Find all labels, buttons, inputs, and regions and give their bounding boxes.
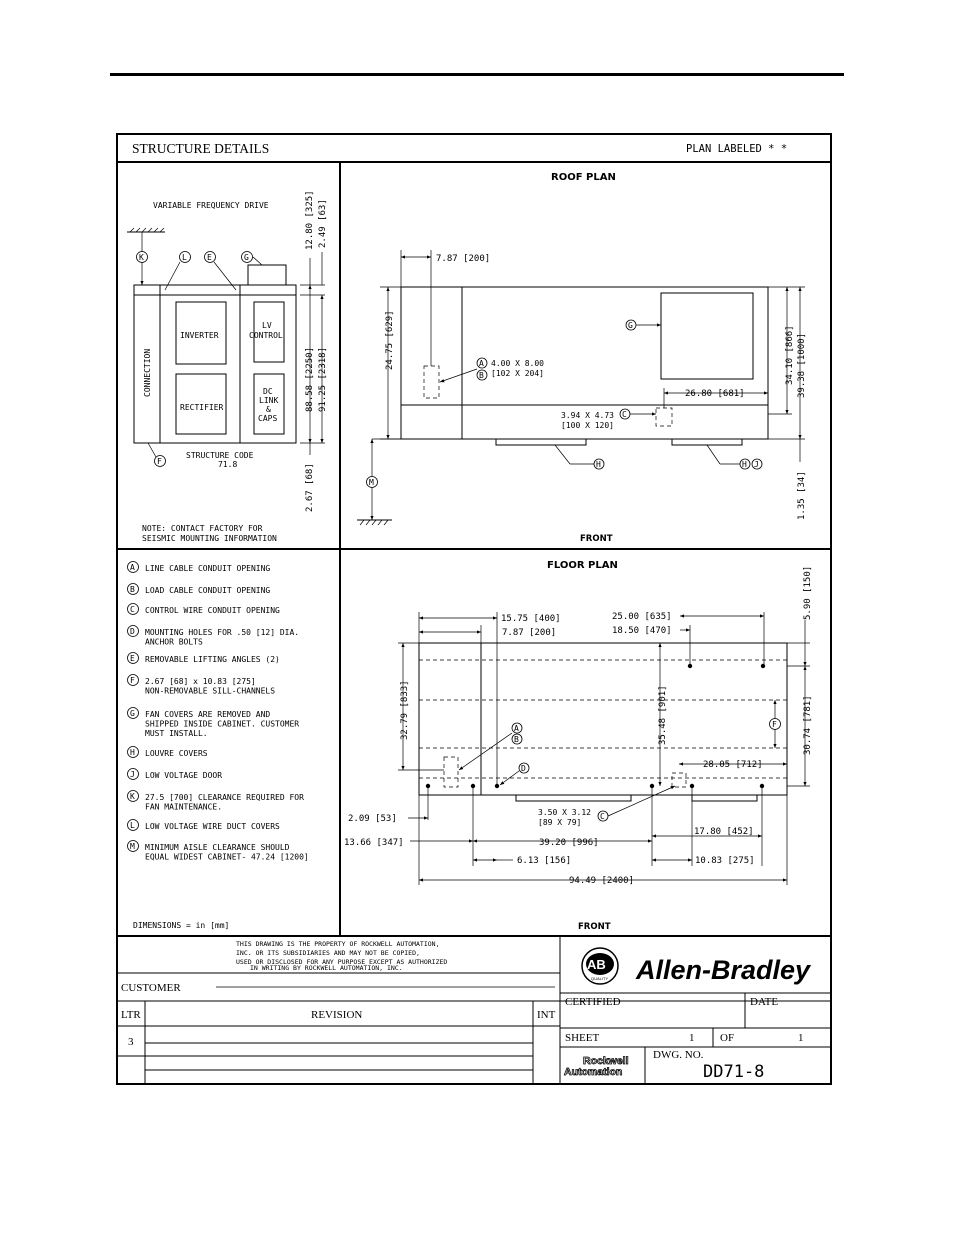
brand-name: Allen-Bradley (636, 955, 811, 985)
sheet-label: SHEET (565, 1032, 600, 1044)
legend-text: ANCHOR BOLTS (145, 637, 203, 647)
amp-label: & (266, 405, 271, 414)
svg-text:A: A (514, 724, 519, 733)
ltr-value: 3 (128, 1036, 134, 1048)
revision-label: REVISION (311, 1009, 363, 1021)
ab-logo (582, 948, 618, 984)
svg-text:C: C (600, 812, 605, 821)
legend-letter: H (130, 748, 135, 757)
of-label: OF (720, 1032, 735, 1044)
svg-text:G: G (244, 253, 249, 262)
legend-text: NON-REMOVABLE SILL-CHANNELS (145, 686, 276, 696)
legend-letter: J (130, 770, 135, 779)
floor-dim-11: 10.83 [275] (695, 856, 755, 866)
seismic-note-1: NOTE: CONTACT FACTORY FOR (142, 524, 263, 533)
dim-2-49: 2.49 [63] (318, 199, 328, 248)
legend-letter: G (130, 709, 135, 718)
sheet-title: STRUCTURE DETAILS (132, 141, 270, 156)
floor-c-size-mm: [89 X 79] (538, 818, 582, 827)
legend-text: LOUVRE COVERS (145, 749, 208, 758)
legend-text: MUST INSTALL. (145, 729, 208, 738)
structure-code-label: STRUCTURE CODE (186, 451, 254, 460)
property-notice-2: INC. OR ITS SUBSIDIARIES AND MAY NOT BE COPIED, (236, 949, 420, 957)
legend-text: LOW VOLTAGE WIRE DUCT COVERS (145, 822, 280, 831)
link-label: LINK (259, 396, 279, 405)
legend-item-k (128, 791, 305, 812)
of-value: 1 (798, 1032, 804, 1044)
dimensions-note: DIMENSIONS = in [mm] (133, 921, 230, 930)
floor-dim-10: 6.13 [156] (517, 856, 572, 866)
dc-label: DC (263, 387, 273, 396)
legend-item-c (128, 604, 281, 616)
floor-plan-title: FLOOR PLAN (547, 560, 618, 571)
legend-letter: E (130, 654, 135, 663)
plan-labeled: PLAN LABELED * * (686, 143, 788, 155)
svg-text:F: F (157, 457, 162, 466)
svg-text:F: F (772, 720, 777, 729)
svg-text:D: D (521, 764, 526, 773)
floor-dim-7: 17.80 [452] (694, 827, 754, 837)
roof-dim-depth: 24.75 [629] (385, 310, 395, 370)
legend-text: MOUNTING HOLES FOR .50 [12] DIA. (145, 628, 300, 637)
roof-c-size: 3.94 X 4.73 (561, 411, 614, 420)
roof-front-label: FRONT (580, 534, 613, 544)
roof-c-offset: 26.80 [681] (685, 389, 745, 399)
caps-label: CAPS (258, 414, 278, 423)
side-view-title: VARIABLE FREQUENCY DRIVE (153, 201, 269, 210)
svg-text:E: E (207, 253, 212, 262)
svg-text:AB: AB (587, 957, 606, 972)
legend-item-f (128, 675, 276, 696)
legend-text: LOAD CABLE CONDUIT OPENING (145, 586, 271, 595)
property-notice-1: THIS DRAWING IS THE PROPERTY OF ROCKWELL AUTOMATION, (236, 940, 440, 948)
floor-dim-depth: 32.79 [833] (400, 680, 410, 740)
legend (128, 562, 309, 862)
dwg-no-value: DD71-8 (703, 1062, 765, 1082)
rockwell-logo-1: Rockwell (583, 1055, 629, 1067)
legend-item-j (128, 769, 223, 781)
floor-dim-8: 13.66 [347] (344, 838, 404, 848)
floor-dim-right: 30.74 [781] (803, 695, 813, 755)
date-label: DATE (750, 996, 779, 1008)
roof-ab-size-mm: [102 X 204] (491, 369, 544, 378)
floor-dim-left-small: 2.09 [53] (348, 814, 397, 824)
roof-c-size-mm: [100 X 120] (561, 421, 614, 430)
svg-text:G: G (628, 321, 633, 330)
floor-dim-2: 7.87 [200] (502, 628, 557, 638)
svg-text:B: B (479, 371, 484, 380)
floor-dim-right-top: 5.90 [150] (803, 565, 813, 620)
legend-letter: L (130, 821, 135, 830)
legend-text: FAN COVERS ARE REMOVED AND (145, 710, 271, 719)
legend-text: LOW VOLTAGE DOOR (145, 771, 223, 780)
floor-c-size: 3.50 X 3.12 (538, 808, 591, 817)
legend-item-l (128, 820, 281, 832)
legend-text: 2.67 [68] x 10.83 [275] (145, 677, 256, 686)
control-label: CONTROL (249, 331, 283, 340)
svg-text:C: C (622, 410, 627, 419)
legend-item-e (128, 653, 280, 665)
legend-text: EQUAL WIDEST CABINET- 47.24 [1200] (145, 852, 309, 862)
roof-dim-left: 7.87 [200] (436, 254, 491, 264)
svg-text:M: M (369, 478, 374, 487)
legend-item-a (128, 562, 271, 574)
roof-dim-bottom: 1.35 [34] (797, 471, 807, 520)
int-label: INT (537, 1009, 556, 1021)
dwg-no-label: DWG. NO. (653, 1049, 704, 1061)
certified-label: CERTIFIED (565, 996, 621, 1008)
dim-91-25: 91.25 [2318] (318, 346, 328, 412)
side-elevation (127, 190, 328, 543)
floor-dim-1: 15.75 [400] (501, 614, 561, 624)
svg-text:L: L (182, 253, 187, 262)
ltr-label: LTR (121, 1009, 141, 1021)
floor-dim-3: 25.00 [635] (612, 612, 672, 622)
dim-2-67: 2.67 [68] (305, 463, 315, 512)
inverter-label: INVERTER (180, 331, 219, 340)
rectifier-label: RECTIFIER (180, 403, 224, 412)
customer-label: CUSTOMER (121, 982, 181, 994)
svg-text:H: H (596, 460, 601, 469)
rockwell-logo-2: Automation (564, 1066, 623, 1078)
roof-plan (357, 172, 807, 544)
floor-front-label: FRONT (578, 922, 611, 932)
seismic-note-2: SEISMIC MOUNTING INFORMATION (142, 534, 277, 543)
legend-item-b (128, 584, 271, 596)
floor-dim-4: 18.50 [470] (612, 626, 672, 636)
floor-dim-6: 28.05 [712] (703, 760, 763, 770)
legend-letter: D (130, 627, 135, 636)
floor-plan (344, 560, 813, 932)
legend-letter: M (130, 842, 135, 851)
legend-item-m (128, 841, 309, 862)
legend-text: FAN MAINTENANCE. (145, 802, 223, 812)
legend-letter: F (130, 676, 135, 685)
roof-dim-right1: 34.10 [866] (785, 325, 795, 385)
legend-item-d (128, 626, 300, 647)
legend-text: CONTROL WIRE CONDUIT OPENING (145, 606, 280, 615)
structure-code-value: 71.8 (218, 460, 238, 469)
floor-dim-5: 35.48 [901] (658, 685, 668, 745)
floor-dim-9: 39.20 [996] (539, 838, 599, 848)
svg-text:J: J (754, 460, 759, 469)
legend-text: SHIPPED INSIDE CABINET. CUSTOMER (145, 719, 300, 729)
roof-ab-size: 4.00 X 8.00 (491, 359, 544, 368)
dim-88-58: 88.58 [2250] (305, 346, 315, 412)
legend-letter: K (130, 792, 135, 801)
svg-text:K: K (139, 253, 144, 262)
lv-label: LV (262, 321, 272, 330)
svg-text:B: B (514, 735, 519, 744)
sheet-value: 1 (689, 1032, 695, 1044)
floor-dim-total: 94.49 [2400] (569, 876, 635, 886)
legend-text: REMOVABLE LIFTING ANGLES (2) (145, 655, 280, 664)
svg-text:QUALITY: QUALITY (591, 976, 609, 981)
legend-text: 27.5 [700] CLEARANCE REQUIRED FOR (145, 793, 304, 802)
title-block (118, 936, 830, 1083)
connection-label: CONNECTION (143, 348, 152, 397)
legend-letter: A (130, 563, 135, 572)
roof-plan-title: ROOF PLAN (551, 172, 616, 183)
legend-letter: B (130, 585, 135, 594)
property-notice-4: IN WRITING BY ROCKWELL AUTOMATION, INC. (250, 964, 403, 972)
legend-item-g (128, 708, 300, 739)
legend-text: MINIMUM AISLE CLEARANCE SHOULD (145, 843, 290, 852)
legend-text: LINE CABLE CONDUIT OPENING (145, 564, 271, 573)
legend-letter: C (130, 605, 135, 614)
svg-text:H: H (742, 460, 747, 469)
svg-text:A: A (479, 359, 484, 368)
dim-12-80: 12.80 [325] (305, 190, 315, 250)
property-notice-3: USED OR DISCLOSED FOR ANY PURPOSE EXCEPT AS AUTHORIZED (236, 958, 448, 966)
legend-item-h (128, 747, 208, 759)
roof-dim-right2: 39.38 [1000] (797, 332, 807, 398)
